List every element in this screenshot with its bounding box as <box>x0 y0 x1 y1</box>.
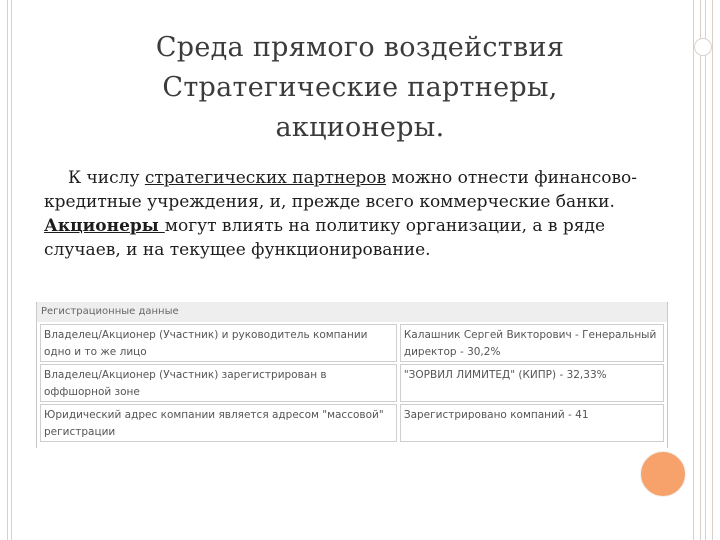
table-cell-right: Зарегистрировано компаний - 41 <box>400 404 664 442</box>
body-bold-term: Акционеры <box>44 216 165 236</box>
body-underlined-term: стратегических партнеров <box>144 168 387 188</box>
decor-orange-circle <box>640 451 686 497</box>
table-cell-right: Калашник Сергей Викторович - Генеральный директор - 30,2% <box>400 324 664 362</box>
right-frame-inner <box>700 0 706 540</box>
body-part-3: могут влиять на политику организации, а в ряде случаев, и на текущее функционирование. <box>44 216 606 260</box>
title-line-1: Среда прямого воздействия <box>155 32 565 63</box>
table-header: Регистрационные данные <box>37 302 667 322</box>
right-frame-line <box>693 0 713 540</box>
title-line-2: Стратегические партнеры, <box>162 72 558 103</box>
body-part-1: К числу <box>68 168 145 188</box>
table-row <box>40 364 664 402</box>
title-line-3: акционеры. <box>275 112 445 143</box>
table-row <box>40 404 664 442</box>
table-cell-left: Владелец/Акционер (Участник) и руководитель компании одно и то же лицо <box>40 324 397 362</box>
body-part-2: можно отнести финансово-кредитные учреждения, и, прежде всего коммерческие банки. <box>44 168 638 212</box>
left-frame-line <box>7 0 12 540</box>
registration-data-table <box>36 302 668 448</box>
table-cell-left: Юридический адрес компании является адресом "массовой" регистрации <box>40 404 397 442</box>
table-cell-right: "ЗОРВИЛ ЛИМИТЕД" (КИПР) - 32,33% <box>400 364 664 402</box>
slide-body-text <box>44 166 664 262</box>
table-cell-left: Владелец/Акционер (Участник) зарегистрирован в оффшорной зоне <box>40 364 397 402</box>
table-row <box>40 324 664 362</box>
decor-small-circle <box>694 38 712 56</box>
slide-title <box>80 28 640 148</box>
